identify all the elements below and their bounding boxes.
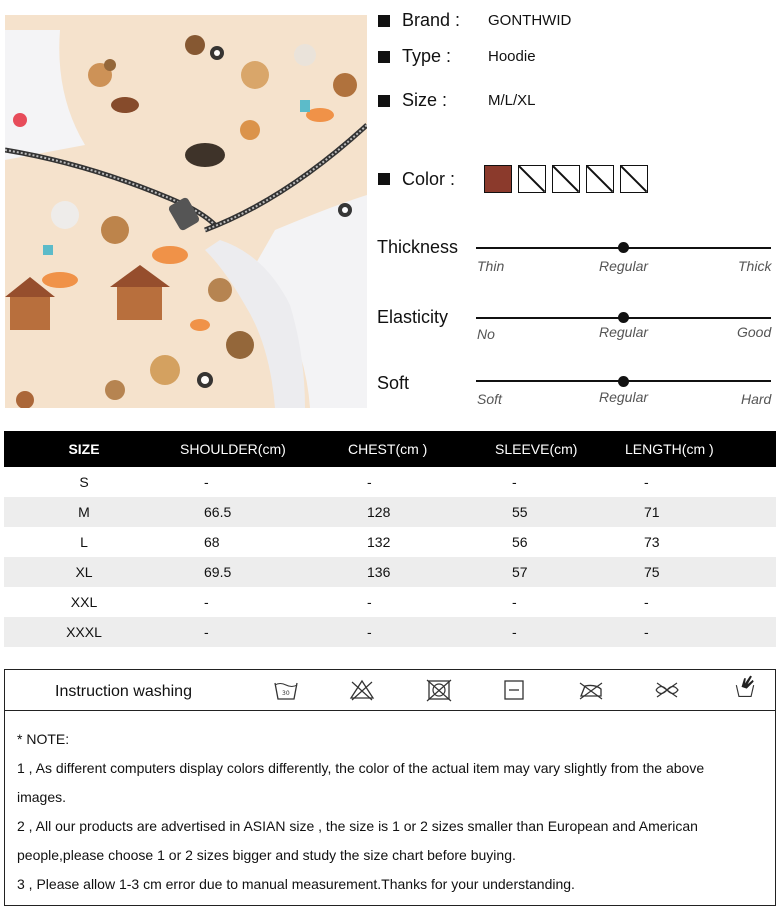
table-cell: -: [512, 474, 517, 490]
table-cell: 55: [477, 497, 607, 527]
bullet-square-icon: [378, 51, 390, 63]
color-swatch-empty: [552, 165, 580, 193]
hand-wash-only-icon: [731, 673, 759, 699]
table-cell: -: [164, 617, 332, 647]
table-row: [4, 527, 776, 557]
type-value: Hoodie: [488, 48, 536, 65]
scale-mid-label: Regular: [599, 389, 649, 405]
hand-wash-icon: [272, 677, 300, 703]
no-dry-clean-icon: [653, 677, 681, 703]
product-photo: [5, 15, 367, 408]
care-instructions-box: [4, 669, 776, 906]
scale-marker: [618, 312, 629, 323]
table-cell: 132: [367, 534, 391, 550]
washing-header: [5, 670, 775, 711]
table-row: [4, 557, 776, 587]
color-swatch-empty: [620, 165, 648, 193]
no-bleach-icon: [348, 677, 376, 703]
table-cell: 73: [644, 534, 660, 550]
table-cell: 57: [477, 557, 607, 587]
scale-title: Elasticity: [377, 307, 449, 327]
table-cell: 128: [332, 497, 477, 527]
size-row: [378, 90, 536, 111]
color-swatch-empty: [518, 165, 546, 193]
table-cell: 71: [607, 497, 776, 527]
scale-title: Thickness: [377, 237, 459, 257]
column-header: SIZE: [4, 431, 164, 467]
scale-marker: [618, 242, 629, 253]
note-line: people,please choose 1 or 2 sizes bigger and study the size chart before buying.: [17, 847, 516, 863]
scale-right-label: Good: [737, 324, 772, 340]
size-label: Size :: [402, 90, 448, 110]
softness-scale: [377, 373, 773, 413]
table-cell: -: [204, 594, 209, 610]
table-cell: 68: [204, 534, 220, 550]
scale-title: Soft: [377, 373, 410, 393]
table-cell: -: [332, 617, 477, 647]
table-row: [4, 467, 776, 497]
color-swatches: [484, 165, 654, 193]
scale-mid-label: Regular: [599, 258, 649, 274]
table-cell: XXL: [70, 594, 98, 610]
table-cell: XXXL: [4, 617, 164, 647]
size-value: M/L/XL: [488, 92, 536, 109]
note-heading: * NOTE:: [17, 731, 70, 747]
no-tumble-dry-icon: [425, 677, 453, 703]
color-swatch-empty: [586, 165, 614, 193]
table-cell: 75: [607, 557, 776, 587]
table-cell: XL: [4, 557, 164, 587]
table-cell: -: [512, 594, 517, 610]
table-cell: S: [79, 474, 89, 490]
table-row: [4, 617, 776, 647]
note-line: 3 , Please allow 1-3 cm error due to manual measurement.Thanks for your understanding.: [17, 876, 575, 892]
brand-value: GONTHWID: [488, 12, 572, 29]
note-line: images.: [17, 789, 67, 805]
table-cell: -: [367, 594, 372, 610]
table-cell: 136: [332, 557, 477, 587]
table-cell: -: [204, 474, 209, 490]
table-cell: -: [477, 617, 607, 647]
notes-section: [5, 711, 775, 899]
table-cell: 66.5: [164, 497, 332, 527]
table-row: [4, 497, 776, 527]
table-cell: L: [80, 534, 88, 550]
scale-left-label: No: [477, 326, 495, 342]
thickness-scale: [377, 237, 773, 277]
color-label: Color :: [402, 168, 456, 189]
bullet-square-icon: [378, 15, 390, 27]
scale-left-label: Soft: [477, 391, 502, 407]
column-header: CHEST(cm ): [332, 431, 477, 467]
scale-left-label: Thin: [477, 258, 505, 274]
bullet-square-icon: [378, 173, 390, 185]
table-cell: -: [644, 474, 649, 490]
table-row: [4, 587, 776, 617]
elasticity-scale: [377, 307, 773, 347]
brand-row: [378, 10, 571, 31]
column-header: LENGTH(cm ): [607, 431, 776, 467]
table-cell: M: [4, 497, 164, 527]
note-line: 2 , All our products are advertised in ASIAN size , the size is 1 or 2 sizes smaller than European and American: [17, 818, 698, 834]
size-chart-table: [4, 431, 776, 647]
type-label: Type :: [402, 46, 452, 66]
scale-marker: [618, 376, 629, 387]
color-row: [378, 165, 654, 193]
table-cell: 69.5: [164, 557, 332, 587]
table-cell: -: [607, 617, 776, 647]
type-row: [378, 46, 536, 67]
bullet-square-icon: [378, 95, 390, 107]
scale-mid-label: Regular: [599, 324, 649, 340]
scale-right-label: Thick: [738, 258, 772, 274]
scale-right-label: Hard: [741, 391, 772, 407]
column-header: SHOULDER(cm): [164, 431, 332, 467]
washing-title: Instruction washing: [55, 683, 192, 700]
table-header-row: [4, 431, 776, 467]
iron-low-icon: [577, 677, 605, 703]
column-header: SLEEVE(cm): [477, 431, 607, 467]
table-cell: -: [367, 474, 372, 490]
dry-flat-icon: [500, 677, 528, 703]
note-line: 1 , As different computers display colors differently, the color of the actual item may vary slightly from the above: [17, 760, 705, 776]
table-cell: -: [644, 594, 649, 610]
color-swatch-brown[interactable]: [484, 165, 512, 193]
brand-label: Brand :: [402, 10, 461, 30]
table-cell: 56: [512, 534, 528, 550]
svg-text:30: 30: [282, 690, 290, 697]
